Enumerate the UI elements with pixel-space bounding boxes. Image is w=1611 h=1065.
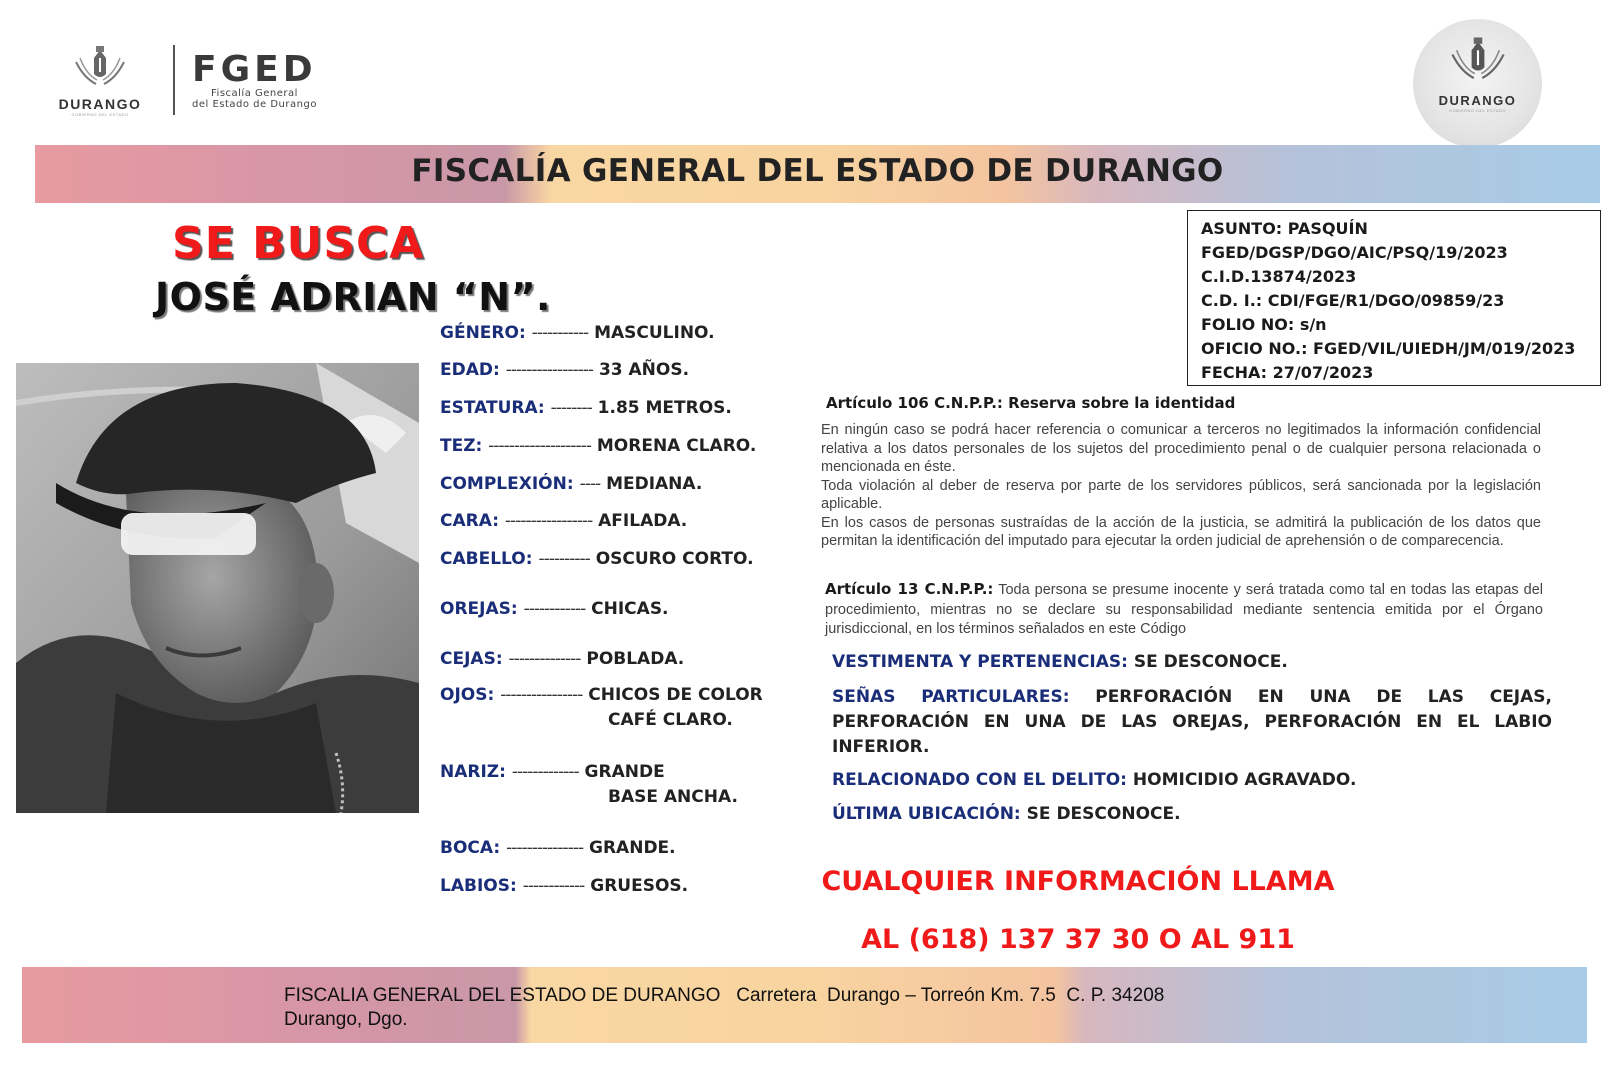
durango-seal-badge (1413, 19, 1542, 148)
article-106-heading: Artículo 106 C.N.P.P.: Reserva sobre la identidad (826, 394, 1236, 412)
feature-label: CABELLO: (440, 549, 533, 569)
article-106-body (821, 421, 1541, 551)
durango-tagline: GOBIERNO DEL ESTADO (71, 112, 129, 117)
fged-subtitle-line1: Fiscalía General (211, 88, 298, 99)
feature-label: OJOS: (440, 685, 495, 705)
last-location-value: SE DESCONOCE. (1026, 804, 1181, 824)
feature-value: POBLADA. (586, 649, 685, 669)
contact-callout-line1: CUALQUIER INFORMACIÓN LLAMA (821, 866, 1335, 897)
feature-label: LABIOS: (440, 876, 517, 896)
wanted-person-name: JOSÉ ADRIAN “N”. (155, 275, 551, 319)
article-106-paragraph: En ningún caso se podrá hacer referencia o comunicar a terceros no legitimados la información confidencial relativa a los datos personales de los sujetos del procedimiento penal o de cualquier persona relacionada o mencionada en éste. (821, 422, 1541, 475)
feature-label: NARIZ: (440, 762, 506, 782)
article-13-heading: Artículo 13 C.N.P.P.: (825, 580, 994, 598)
feature-value: 1.85 METROS. (597, 398, 732, 418)
clothing-row (832, 650, 1552, 675)
last-location-label: ÚLTIMA UBICACIÓN: (832, 804, 1021, 824)
crime-value: HOMICIDIO AGRAVADO. (1132, 770, 1357, 790)
suspect-photo (16, 363, 419, 813)
feature-value: GRUESOS. (590, 876, 689, 896)
seal-tagline: GOBIERNO DEL ESTADO (1448, 108, 1507, 113)
durango-wordmark: DURANGO (58, 96, 142, 112)
seal-wordmark: DURANGO (1438, 93, 1517, 108)
banner-title: FISCALÍA GENERAL DEL ESTADO DE DURANGO (411, 153, 1224, 189)
feature-dash-leader: -------- (550, 398, 592, 418)
article-106-paragraph: En los casos de personas sustraídas de la acción de la justicia, se admitirá la publicación de los datos que permitan la identificación del imputado para ejecutar la orden judicial de aprehensión o de comparecencia. (821, 514, 1541, 549)
feature-value: CHICAS. (591, 599, 669, 619)
feature-dash-leader: ---------------- (500, 685, 583, 705)
contact-callout-phone: AL (618) 137 37 30 O AL 911 (861, 924, 1295, 955)
crime-label: RELACIONADO CON EL DELITO: (832, 770, 1127, 790)
case-info-line: FECHA: 27/07/2023 (1201, 363, 1374, 382)
article-13 (825, 580, 1543, 640)
feature-row (440, 509, 687, 534)
distinguishing-marks-row (832, 685, 1552, 760)
feature-row (440, 396, 732, 421)
feature-value: OSCURO CORTO. (595, 549, 754, 569)
logo-divider (173, 45, 175, 115)
feature-label: GÉNERO: (440, 323, 526, 343)
feature-value-continued: CAFÉ CLARO. (608, 710, 733, 730)
feature-value: CHICOS DE COLOR (588, 685, 763, 705)
feature-row (440, 647, 684, 672)
case-info-line: OFICIO NO.: FGED/VIL/UIEDH/JM/019/2023 (1201, 339, 1576, 358)
feature-value: AFILADA. (598, 511, 688, 531)
feature-row (440, 597, 669, 622)
clothing-value: SE DESCONOCE. (1133, 652, 1288, 672)
case-info-line: FOLIO NO: s/n (1201, 315, 1327, 334)
feature-value: MEDIANA. (606, 474, 703, 494)
feature-row (440, 472, 702, 497)
feature-dash-leader: ---------- (538, 549, 590, 569)
fged-logo (192, 49, 317, 110)
case-info-line: FGED/DGSP/DGO/AIC/PSQ/19/2023 (1201, 243, 1508, 262)
feature-row (440, 358, 689, 383)
feature-dash-leader: ---- (579, 474, 601, 494)
feature-dash-leader: ----------- (531, 323, 589, 343)
feature-dash-leader: -------------------- (488, 436, 591, 456)
wanted-headline: SE BUSCA (172, 218, 425, 269)
footer-address-line2: Durango, Dgo. (284, 1009, 408, 1030)
distinguishing-marks-value: PERFORACIÓN EN UNA DE LAS CEJAS, PERFORACIÓN EN UNA DE LAS OREJAS, PERFORACIÓN EN EL LABIO INFERIOR. (832, 687, 1552, 757)
footer-banner (22, 967, 1587, 1043)
crime-row (832, 768, 1552, 793)
state-logo-group (40, 40, 360, 120)
feature-value: GRANDE. (589, 838, 676, 858)
feature-row (440, 760, 738, 810)
feature-label: ESTATURA: (440, 398, 545, 418)
article-106-paragraph: Toda violación al deber de reserva por parte de los servidores públicos, será sancionada por la legislación aplicable. (821, 477, 1541, 512)
feature-label: EDAD: (440, 360, 500, 380)
last-location-row (832, 802, 1552, 827)
feature-dash-leader: ------------- (511, 762, 579, 782)
feature-row (440, 836, 676, 861)
feature-label: COMPLEXIÓN: (440, 474, 574, 494)
durango-crest-icon (70, 44, 130, 94)
feature-dash-leader: --------------- (506, 838, 584, 858)
feature-label: TEZ: (440, 436, 483, 456)
feature-label: BOCA: (440, 838, 501, 858)
fged-wordmark: FGED (192, 49, 317, 90)
top-banner (35, 145, 1600, 203)
article-13-body: Toda persona se presume inocente y será tratada como tal en todas las etapas del procedimiento, mientras no se declare su responsabilidad mediante sentencia emitida por el Órgano jurisdiccional, en los términos señalados en este Código (825, 582, 1543, 637)
feature-value: 33 AÑOS. (598, 360, 690, 380)
case-info-line: ASUNTO: PASQUÍN (1201, 219, 1368, 238)
feature-value: MASCULINO. (594, 323, 715, 343)
feature-row (440, 547, 754, 572)
fged-subtitle-line2: del Estado de Durango (192, 99, 317, 110)
feature-row (440, 434, 756, 459)
feature-dash-leader: ------------ (523, 599, 586, 619)
footer-address (284, 984, 1164, 1032)
feature-dash-leader: -------------- (508, 649, 581, 669)
clothing-label: VESTIMENTA Y PERTENENCIAS: (832, 652, 1128, 672)
case-info-line: C.D. I.: CDI/FGE/R1/DGO/09859/23 (1201, 291, 1505, 310)
distinguishing-marks-label: SEÑAS PARTICULARES: (832, 687, 1070, 707)
feature-label: OREJAS: (440, 599, 518, 619)
footer-address-line1: FISCALIA GENERAL DEL ESTADO DE DURANGO Carretera Durango – Torreón Km. 7.5 C. P. 34208 (284, 985, 1165, 1006)
feature-value-continued: BASE ANCHA. (608, 787, 738, 807)
feature-label: CARA: (440, 511, 499, 531)
feature-value: GRANDE (584, 762, 665, 782)
durango-state-logo (40, 40, 160, 120)
case-info-line: C.I.D.13874/2023 (1201, 267, 1357, 286)
durango-crest-icon (1446, 33, 1510, 91)
feature-dash-leader: ----------------- (505, 360, 594, 380)
feature-row (440, 683, 763, 733)
feature-row (440, 321, 715, 346)
case-info-box (1187, 210, 1601, 386)
feature-label: CEJAS: (440, 649, 503, 669)
feature-dash-leader: ------------ (522, 876, 585, 896)
feature-value: MORENA CLARO. (596, 436, 757, 456)
feature-dash-leader: ----------------- (504, 511, 593, 531)
